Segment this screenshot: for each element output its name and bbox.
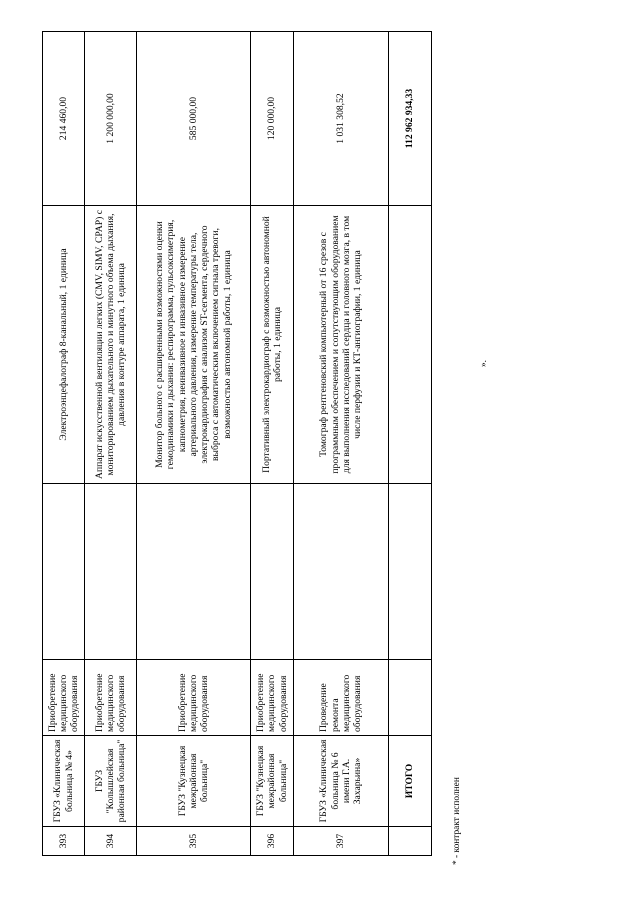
activity-cell: Приобретение медицинского оборудования	[43, 660, 85, 736]
row-number: 396	[251, 827, 294, 856]
total-row	[389, 32, 432, 856]
activity-cell: Приобретение медицинского оборудования	[137, 660, 251, 736]
table-row	[251, 32, 294, 856]
footnote: * - контракт исполнен	[452, 777, 462, 865]
registry-table	[42, 31, 432, 856]
empty-cell	[43, 484, 85, 660]
description-cell: Монитор больного с расширенными возможностями оценки гемодинамики и дыхания: респирограмма, пульсоксиметрия, капнометрия, неинвазивное и инвазивное измерение артериального давления, измерение температуры тела, электрокардиография с анализом ST-сегмента, сердечного выброса с автоматическим включением сигнала тревоги, возможностью автономной работы, 1 единица	[137, 206, 251, 484]
empty-cell	[389, 827, 432, 856]
organization-cell: ГБУЗ «Клиническая больница № 4»	[43, 736, 85, 827]
organization-cell: ГБУЗ "Колышлейская районная больница"	[85, 736, 137, 827]
total-label: ИТОГО	[389, 736, 432, 827]
table-row	[137, 32, 251, 856]
amount-cell: 585 000,00	[137, 32, 251, 206]
activity-cell: Приобретение медицинского оборудования	[251, 660, 294, 736]
row-number: 397	[294, 827, 389, 856]
table-row	[43, 32, 85, 856]
description-cell: Томограф рентгеновский компьютерный от 16 срезов с программным обеспечением и сопутствующим оборудованием для выполнения исследований сердца и головного мозга, в том числе перфузии и КТ-ангиографии, 1 единица	[294, 206, 389, 484]
description-cell: Портативный электрокардиограф с возможностью автономной работы, 1 единица	[251, 206, 294, 484]
activity-cell: Приобретение медицинского оборудования	[85, 660, 137, 736]
empty-cell	[137, 484, 251, 660]
closing-quote: ».	[479, 359, 489, 367]
organization-cell: ГБУЗ "Кузнецкая межрайонная больница"	[137, 736, 251, 827]
description-cell: Аппарат искусственной вентиляции легких (CMV, SIMV, CPAP) с мониторированием дыхательного и минутного объема дыхания, давления в контуре аппарата, 1 единица	[85, 206, 137, 484]
empty-cell	[294, 484, 389, 660]
empty-cell	[389, 206, 432, 484]
table-row	[294, 32, 389, 856]
activity-cell: Проведение ремонта медицинского оборудования	[294, 660, 389, 736]
row-number: 395	[137, 827, 251, 856]
amount-cell: 214 460,00	[43, 32, 85, 206]
empty-cell	[389, 660, 432, 736]
organization-cell: ГБУЗ "Кузнецкая межрайонная больница"	[251, 736, 294, 827]
description-cell: Электроэнцефалограф 8-канальный, 1 единица	[43, 206, 85, 484]
organization-cell: ГБУЗ «Клиническая больница № 6 имени Г.А. Захарьина»	[294, 736, 389, 827]
total-amount: 112 962 934,33	[389, 32, 432, 206]
row-number: 394	[85, 827, 137, 856]
empty-cell	[251, 484, 294, 660]
empty-cell	[85, 484, 137, 660]
amount-cell: 1 200 000,00	[85, 32, 137, 206]
amount-cell: 120 000,00	[251, 32, 294, 206]
row-number: 393	[43, 827, 85, 856]
table-row	[85, 32, 137, 856]
amount-cell: 1 031 308,52	[294, 32, 389, 206]
empty-cell	[389, 484, 432, 660]
